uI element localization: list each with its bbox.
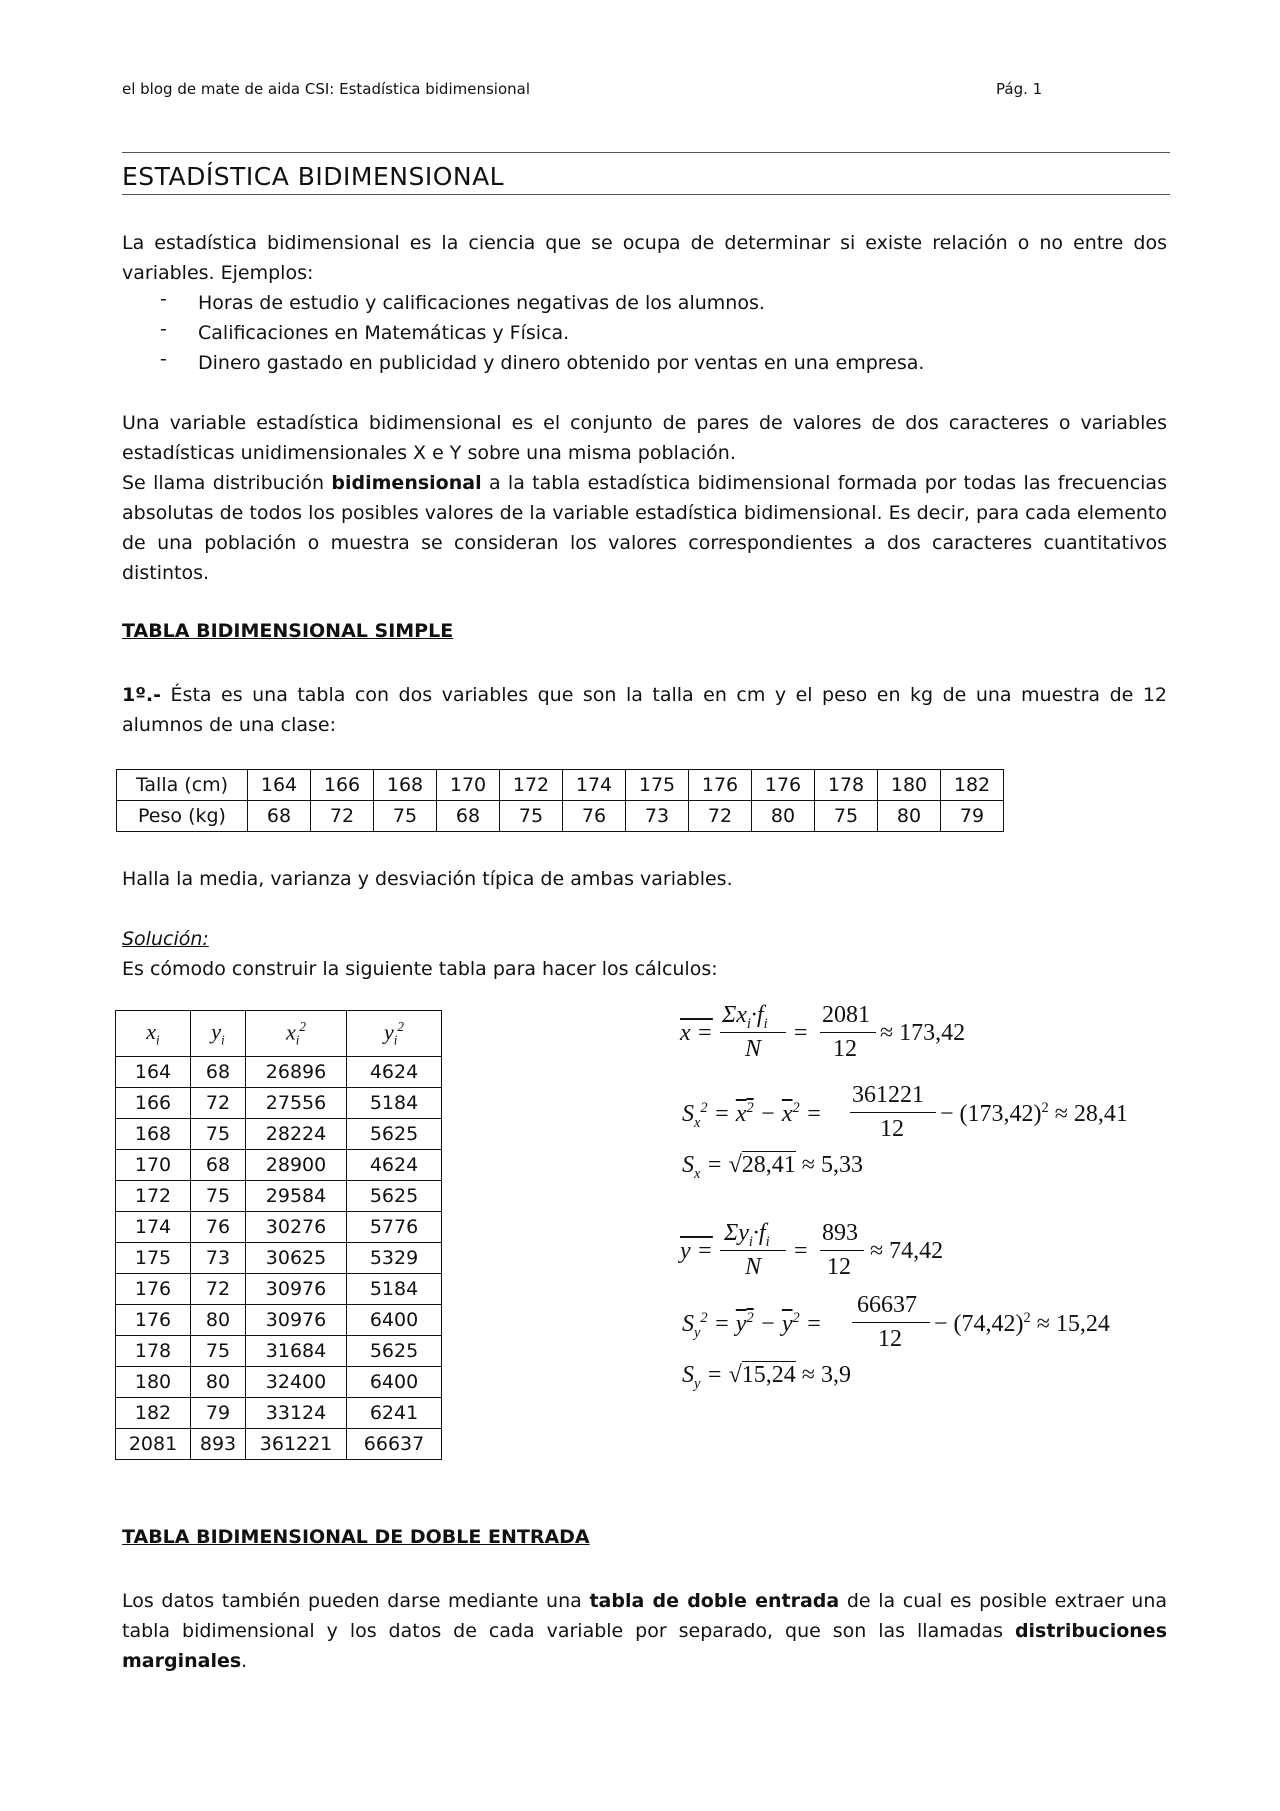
- header-xi: [116, 1011, 191, 1057]
- formula-text: Σx: [722, 1002, 747, 1028]
- sx-lhs: $S_x = √28,41 \approx 5,33$: [682, 1152, 863, 1182]
- table-header-row: [116, 1011, 442, 1057]
- talla-cell: 174: [563, 770, 626, 801]
- table-cell: 2081: [116, 1429, 191, 1460]
- list-dash: -: [160, 318, 167, 340]
- peso-cell: 80: [752, 801, 815, 832]
- table-cell: 76: [191, 1212, 246, 1243]
- header-var: x: [146, 1018, 157, 1044]
- example-item: Horas de estudio y calificaciones negativas de los alumnos.: [198, 292, 765, 314]
- table-cell: 4624: [347, 1150, 442, 1181]
- calculation-table: [115, 1010, 442, 1460]
- table-row: [116, 1212, 442, 1243]
- formula-text: ≈ 15,24: [1036, 1311, 1110, 1337]
- bold-term: bidimensional: [331, 472, 482, 494]
- table-cell: 79: [191, 1398, 246, 1429]
- distribution-paragraph: [122, 468, 1167, 588]
- talla-cell: 164: [248, 770, 311, 801]
- header-var: x: [285, 1018, 296, 1044]
- text-run: Los datos también pueden darse mediante una: [122, 1590, 582, 1612]
- table-cell: 32400: [246, 1367, 347, 1398]
- table-cell: 4624: [347, 1057, 442, 1088]
- text-run: Ésta es una tabla con dos variables que son la talla en cm y el peso en kg de una muestra de 12 alumnos de una clase:: [122, 684, 1167, 736]
- x-sum-symbol: $\Sigma x_i\cdot f_i$: [722, 1002, 768, 1032]
- calculation-table-body: [116, 1057, 442, 1460]
- peso-cell: 76: [563, 801, 626, 832]
- talla-cell: 176: [689, 770, 752, 801]
- formula-n12: 12: [878, 1326, 902, 1352]
- table-cell: 80: [191, 1367, 246, 1398]
- table-cell: 176: [116, 1305, 191, 1336]
- running-header-title: el blog de mate de aida CSI: Estadística bidimensional: [122, 80, 530, 98]
- table-cell: 26896: [246, 1057, 347, 1088]
- table-cell: 180: [116, 1367, 191, 1398]
- table-cell: 72: [191, 1274, 246, 1305]
- y-sum-symbol: $\Sigma y_i\cdot f_i$: [724, 1220, 770, 1250]
- y-mean-lhs: [680, 1238, 713, 1265]
- table-row: [116, 1181, 442, 1212]
- page-number: Pág. 1: [996, 80, 1043, 98]
- bold-term: tabla de doble entrada: [589, 1590, 840, 1612]
- peso-cell: 75: [500, 801, 563, 832]
- peso-cell: 80: [878, 801, 941, 832]
- solution-text: Es cómodo construir la siguiente tabla para hacer los cálculos:: [122, 958, 718, 980]
- table-cell: 893: [191, 1429, 246, 1460]
- header-yi2: [347, 1011, 442, 1057]
- fraction-bar: [850, 1112, 936, 1113]
- sx2-lhs: $S_x^2 = x^2 - \overline{x}^2$ =: [682, 1100, 822, 1131]
- fraction-bar: [720, 1250, 786, 1251]
- table-cell: 30976: [246, 1274, 347, 1305]
- header-sub: i: [393, 1032, 398, 1048]
- talla-cell: 166: [311, 770, 374, 801]
- header-sub: i: [221, 1032, 225, 1048]
- formula-text: − (173,42): [940, 1101, 1042, 1127]
- table-cell: 5184: [347, 1274, 442, 1305]
- table-row: [116, 1305, 442, 1336]
- table-cell: 28900: [246, 1150, 347, 1181]
- talla-cell: 176: [752, 770, 815, 801]
- table-row: [116, 1119, 442, 1150]
- formula-text: ≈ 28,41: [1054, 1101, 1128, 1127]
- row-label: Talla (cm): [117, 770, 248, 801]
- table-row: [116, 1088, 442, 1119]
- formula-text: Σy: [724, 1220, 749, 1246]
- header-sup: 2: [299, 1018, 307, 1034]
- table-cell: 72: [191, 1088, 246, 1119]
- table-cell: 5329: [347, 1243, 442, 1274]
- formula-text: x =: [680, 1020, 713, 1046]
- table-cell: 27556: [246, 1088, 347, 1119]
- formula-sub: x: [694, 1114, 701, 1131]
- table-cell: 176: [116, 1274, 191, 1305]
- talla-cell: 182: [941, 770, 1004, 801]
- header-sub: i: [295, 1032, 300, 1048]
- sy-lhs: $S_y = √15,24 \approx 3,9$: [682, 1362, 851, 1392]
- formula-text: S: [682, 1101, 694, 1127]
- title-rule-bottom: [122, 194, 1170, 195]
- table-row: [117, 801, 1004, 832]
- table-row: [116, 1336, 442, 1367]
- table-row: [116, 1243, 442, 1274]
- table-cell: 172: [116, 1181, 191, 1212]
- table-cell: 73: [191, 1243, 246, 1274]
- table-row: [116, 1150, 442, 1181]
- table-cell: 28224: [246, 1119, 347, 1150]
- sy2-numerator: 66637: [857, 1292, 917, 1318]
- sx2-numerator: 361221: [852, 1082, 924, 1108]
- question-text: Halla la media, varianza y desviación típica de ambas variables.: [122, 868, 733, 890]
- text-run: de la cual es posible extraer una tabla bidimensional y los datos de cada variable por separado, que son las llamadas: [122, 1590, 1168, 1642]
- formula-text: ≈ 3,9: [801, 1362, 851, 1388]
- table-row: [117, 770, 1004, 801]
- formula-n12: 12: [833, 1036, 857, 1062]
- formula-text: 15,24: [741, 1362, 796, 1388]
- talla-cell: 168: [374, 770, 437, 801]
- peso-cell: 75: [815, 801, 878, 832]
- title-rule-top: [122, 152, 1170, 153]
- formula-N: N: [745, 1254, 762, 1280]
- exercise-label: 1º.-: [122, 684, 162, 706]
- talla-peso-table: [116, 769, 1004, 832]
- example-item: Dinero gastado en publicidad y dinero obtenido por ventas en una empresa.: [198, 352, 925, 374]
- header-sup: 2: [397, 1018, 405, 1034]
- table-cell: 5625: [347, 1119, 442, 1150]
- table-cell: 5776: [347, 1212, 442, 1243]
- table-cell: 5625: [347, 1181, 442, 1212]
- header-sub: i: [156, 1032, 160, 1048]
- example-item: Calificaciones en Matemáticas y Física.: [198, 322, 570, 344]
- table-cell: 30625: [246, 1243, 347, 1274]
- totals-row: [116, 1429, 442, 1460]
- table-cell: 166: [116, 1088, 191, 1119]
- table-cell: 175: [116, 1243, 191, 1274]
- formula-equals: =: [794, 1020, 808, 1046]
- header-var: y: [383, 1018, 394, 1044]
- table-cell: 75: [191, 1119, 246, 1150]
- table-row: [116, 1398, 442, 1429]
- formula-N: N: [745, 1036, 762, 1062]
- table-cell: 6400: [347, 1367, 442, 1398]
- table-row: [116, 1057, 442, 1088]
- text-run: a la tabla estadística bidimensional formada por todas las frecuencias absolutas de todos los posibles valores de la variable estadística bidimensional. Es decir, para cada elemento de una población o muestra se consideran los valores correspondientes a dos caracteres cuantitativos distintos.: [122, 472, 1167, 584]
- table-row: [116, 1367, 442, 1398]
- talla-cell: 178: [815, 770, 878, 801]
- formula-text: y =: [680, 1238, 713, 1264]
- header-var: y: [211, 1018, 222, 1044]
- intro-paragraph: La estadística bidimensional es la ciencia que se ocupa de determinar si existe relación o no entre dos variables. Ejemplos:: [122, 232, 1167, 284]
- formula-text: ·f: [750, 1002, 764, 1028]
- peso-cell: 79: [941, 801, 1004, 832]
- page-title: ESTADÍSTICA BIDIMENSIONAL: [122, 162, 505, 191]
- x-mean-lhs: [680, 1020, 713, 1047]
- definition-paragraph: Una variable estadística bidimensional es el conjunto de pares de valores de dos caracteres o variables estadísticas unidimensionales X e Y sobre una misma población.: [122, 412, 1167, 464]
- text-run: .: [241, 1650, 248, 1672]
- x-mean-value: ≈ 173,42: [880, 1020, 966, 1046]
- fraction-bar: [820, 1032, 876, 1033]
- peso-cell: 72: [311, 801, 374, 832]
- row-label: Peso (kg): [117, 801, 248, 832]
- table-cell: 164: [116, 1057, 191, 1088]
- table-cell: 33124: [246, 1398, 347, 1429]
- x-sum-value: 2081: [822, 1002, 870, 1028]
- table-row: [116, 1274, 442, 1305]
- fraction-bar: [852, 1322, 930, 1323]
- fraction-bar: [820, 1250, 864, 1251]
- table-cell: 75: [191, 1336, 246, 1367]
- peso-cell: 75: [374, 801, 437, 832]
- y-mean-value: ≈ 74,42: [870, 1238, 944, 1264]
- table-cell: 168: [116, 1119, 191, 1150]
- table-cell: 66637: [347, 1429, 442, 1460]
- y-sum-value: 893: [822, 1220, 858, 1246]
- table-cell: 5184: [347, 1088, 442, 1119]
- table-cell: 80: [191, 1305, 246, 1336]
- sy2-paren: − $(74,42)^2 \approx 15,24$: [934, 1310, 1110, 1337]
- talla-cell: 180: [878, 770, 941, 801]
- formula-n12: 12: [827, 1254, 851, 1280]
- table-cell: 6400: [347, 1305, 442, 1336]
- header-xi2: [246, 1011, 347, 1057]
- section-heading-double: TABLA BIDIMENSIONAL DE DOBLE ENTRADA: [122, 1526, 590, 1548]
- formula-text: − (74,42): [934, 1311, 1024, 1337]
- formula-text: ·f: [752, 1220, 766, 1246]
- table-cell: 75: [191, 1181, 246, 1212]
- text-run: Se llama distribución: [122, 472, 325, 494]
- section-heading-simple: TABLA BIDIMENSIONAL SIMPLE: [122, 620, 454, 642]
- peso-cell: 68: [437, 801, 500, 832]
- peso-cell: 72: [689, 801, 752, 832]
- fraction-bar: [720, 1032, 786, 1033]
- sx2-paren: − $(173,42)^2 \approx 28,41$: [940, 1100, 1128, 1127]
- exercise-statement: [122, 680, 1167, 740]
- header-yi: [191, 1011, 246, 1057]
- formula-text: ≈ 5,33: [801, 1152, 863, 1178]
- table-cell: 30276: [246, 1212, 347, 1243]
- table-cell: 361221: [246, 1429, 347, 1460]
- table-cell: 30976: [246, 1305, 347, 1336]
- formula-text: 28,41: [741, 1152, 796, 1178]
- table-cell: 170: [116, 1150, 191, 1181]
- list-dash: -: [160, 348, 167, 370]
- table-cell: 182: [116, 1398, 191, 1429]
- talla-cell: 175: [626, 770, 689, 801]
- table-cell: 178: [116, 1336, 191, 1367]
- list-dash: -: [160, 288, 167, 310]
- solution-label: Solución:: [122, 928, 209, 950]
- table-cell: 31684: [246, 1336, 347, 1367]
- formula-n12: 12: [880, 1116, 904, 1142]
- peso-cell: 68: [248, 801, 311, 832]
- formula-equals: =: [794, 1238, 808, 1264]
- talla-cell: 172: [500, 770, 563, 801]
- peso-cell: 73: [626, 801, 689, 832]
- table-cell: 68: [191, 1150, 246, 1181]
- table-cell: 6241: [347, 1398, 442, 1429]
- table-cell: 68: [191, 1057, 246, 1088]
- talla-cell: 170: [437, 770, 500, 801]
- table-cell: 5625: [347, 1336, 442, 1367]
- table-cell: 29584: [246, 1181, 347, 1212]
- sy2-lhs: $S_y^2 = y^2 - \overline{y}^2$ =: [682, 1310, 822, 1341]
- table-cell: 174: [116, 1212, 191, 1243]
- bold-term: distribuciones marginales: [122, 1620, 1168, 1672]
- double-entry-paragraph: [122, 1586, 1167, 1676]
